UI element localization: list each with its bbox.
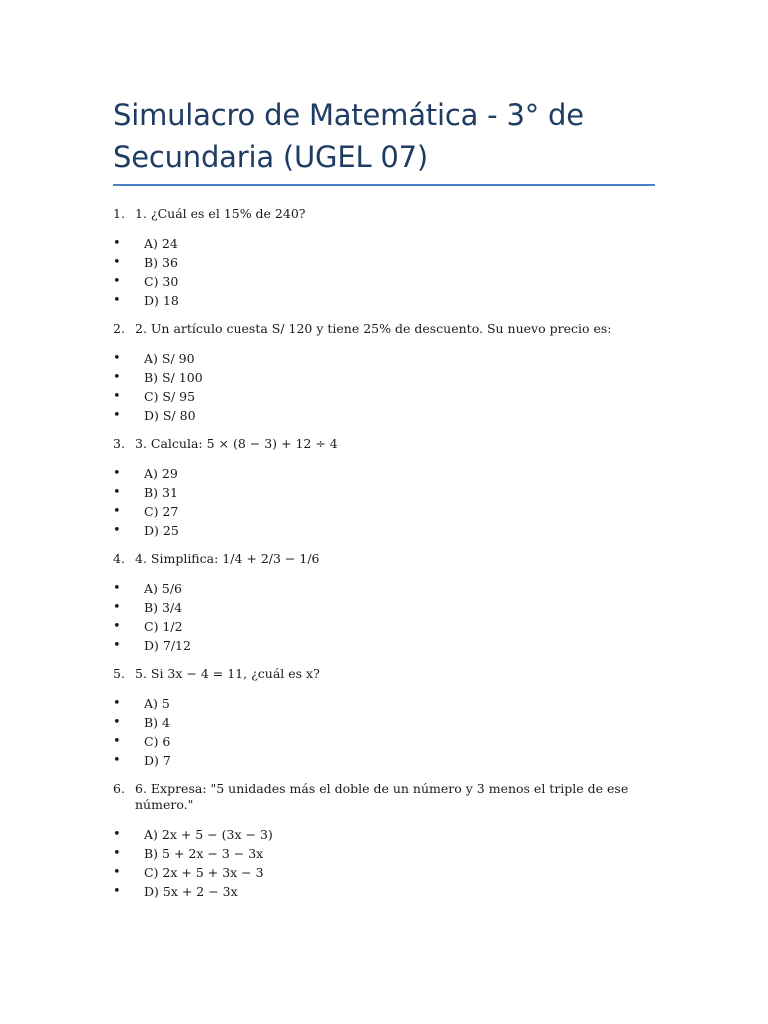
option-label: B) 31 <box>144 485 178 500</box>
option-item <box>113 464 655 483</box>
option-label: D) 18 <box>144 293 179 308</box>
option-label: D) S/ 80 <box>144 408 196 423</box>
option-item <box>113 694 655 713</box>
option-label: C) S/ 95 <box>144 389 196 404</box>
option-item <box>113 617 655 636</box>
bullet-icon: • <box>113 293 121 308</box>
question-block <box>113 321 655 425</box>
bullet-icon: • <box>113 274 121 289</box>
bullet-icon: • <box>113 236 121 251</box>
question-number: 3. <box>113 436 125 451</box>
option-label: D) 7/12 <box>144 638 191 653</box>
option-item <box>113 234 655 253</box>
option-label: B) S/ 100 <box>144 370 203 385</box>
question-label: 5. Si 3x − 4 = 11, ¿cuál es x? <box>135 666 320 681</box>
bullet-icon: • <box>113 884 121 899</box>
option-label: C) 1/2 <box>144 619 183 634</box>
bullet-icon: • <box>113 466 121 481</box>
option-label: D) 5x + 2 − 3x <box>144 884 238 899</box>
options-list <box>113 234 655 310</box>
option-label: C) 30 <box>144 274 179 289</box>
option-item <box>113 368 655 387</box>
option-item <box>113 882 655 901</box>
option-label: C) 27 <box>144 504 179 519</box>
question-number: 6. <box>113 781 125 796</box>
option-label: A) 24 <box>144 236 178 251</box>
option-item <box>113 253 655 272</box>
question-label: 4. Simplifica: 1/4 + 2/3 − 1/6 <box>135 551 320 566</box>
bullet-icon: • <box>113 638 121 653</box>
document-page <box>113 94 655 912</box>
bullet-icon: • <box>113 865 121 880</box>
option-label: C) 6 <box>144 734 171 749</box>
bullet-icon: • <box>113 827 121 842</box>
option-label: A) 2x + 5 − (3x − 3) <box>144 827 273 842</box>
question-label: 6. Expresa: "5 unidades más el doble de un número y 3 menos el triple de ese número." <box>135 781 629 812</box>
option-item <box>113 579 655 598</box>
option-item <box>113 272 655 291</box>
question-number: 1. <box>113 206 125 221</box>
question-block <box>113 436 655 540</box>
question-number: 5. <box>113 666 125 681</box>
bullet-icon: • <box>113 715 121 730</box>
bullet-icon: • <box>113 351 121 366</box>
option-item <box>113 825 655 844</box>
bullet-icon: • <box>113 734 121 749</box>
option-item <box>113 732 655 751</box>
question-text <box>113 321 655 337</box>
options-list <box>113 579 655 655</box>
question-text <box>113 666 655 682</box>
bullet-icon: • <box>113 370 121 385</box>
options-list <box>113 349 655 425</box>
option-label: A) 5/6 <box>144 581 182 596</box>
option-label: B) 3/4 <box>144 600 183 615</box>
question-block <box>113 206 655 310</box>
question-label: 3. Calcula: 5 × (8 − 3) + 12 ÷ 4 <box>135 436 338 451</box>
option-label: A) 5 <box>144 696 170 711</box>
option-label: A) S/ 90 <box>144 351 195 366</box>
option-label: B) 4 <box>144 715 170 730</box>
question-label: 1. ¿Cuál es el 15% de 240? <box>135 206 306 221</box>
option-item <box>113 387 655 406</box>
page-title: Simulacro de Matemática - 3° de Secundaria (UGEL 07) <box>113 98 584 174</box>
question-number: 2. <box>113 321 125 336</box>
question-block <box>113 666 655 770</box>
question-text <box>113 436 655 452</box>
options-list <box>113 694 655 770</box>
option-item <box>113 291 655 310</box>
options-list <box>113 464 655 540</box>
option-item <box>113 751 655 770</box>
bullet-icon: • <box>113 581 121 596</box>
option-label: A) 29 <box>144 466 178 481</box>
option-item <box>113 636 655 655</box>
option-label: B) 5 + 2x − 3 − 3x <box>144 846 264 861</box>
option-item <box>113 349 655 368</box>
option-item <box>113 406 655 425</box>
bullet-icon: • <box>113 696 121 711</box>
bullet-icon: • <box>113 846 121 861</box>
bullet-icon: • <box>113 600 121 615</box>
bullet-icon: • <box>113 619 121 634</box>
option-item <box>113 713 655 732</box>
option-item <box>113 502 655 521</box>
option-item <box>113 598 655 617</box>
question-text <box>113 206 655 222</box>
question-text <box>113 781 655 813</box>
bullet-icon: • <box>113 753 121 768</box>
question-block <box>113 551 655 655</box>
option-label: B) 36 <box>144 255 178 270</box>
bullet-icon: • <box>113 523 121 538</box>
bullet-icon: • <box>113 485 121 500</box>
bullet-icon: • <box>113 389 121 404</box>
option-item <box>113 863 655 882</box>
question-number: 4. <box>113 551 125 566</box>
bullet-icon: • <box>113 408 121 423</box>
option-label: D) 25 <box>144 523 179 538</box>
option-item <box>113 483 655 502</box>
options-list <box>113 825 655 901</box>
option-label: C) 2x + 5 + 3x − 3 <box>144 865 264 880</box>
title-divider <box>113 184 655 186</box>
question-block <box>113 781 655 901</box>
question-text <box>113 551 655 567</box>
bullet-icon: • <box>113 255 121 270</box>
option-item <box>113 521 655 540</box>
question-label: 2. Un artículo cuesta S/ 120 y tiene 25% de descuento. Su nuevo precio es: <box>135 321 612 336</box>
option-item <box>113 844 655 863</box>
option-label: D) 7 <box>144 753 171 768</box>
bullet-icon: • <box>113 504 121 519</box>
